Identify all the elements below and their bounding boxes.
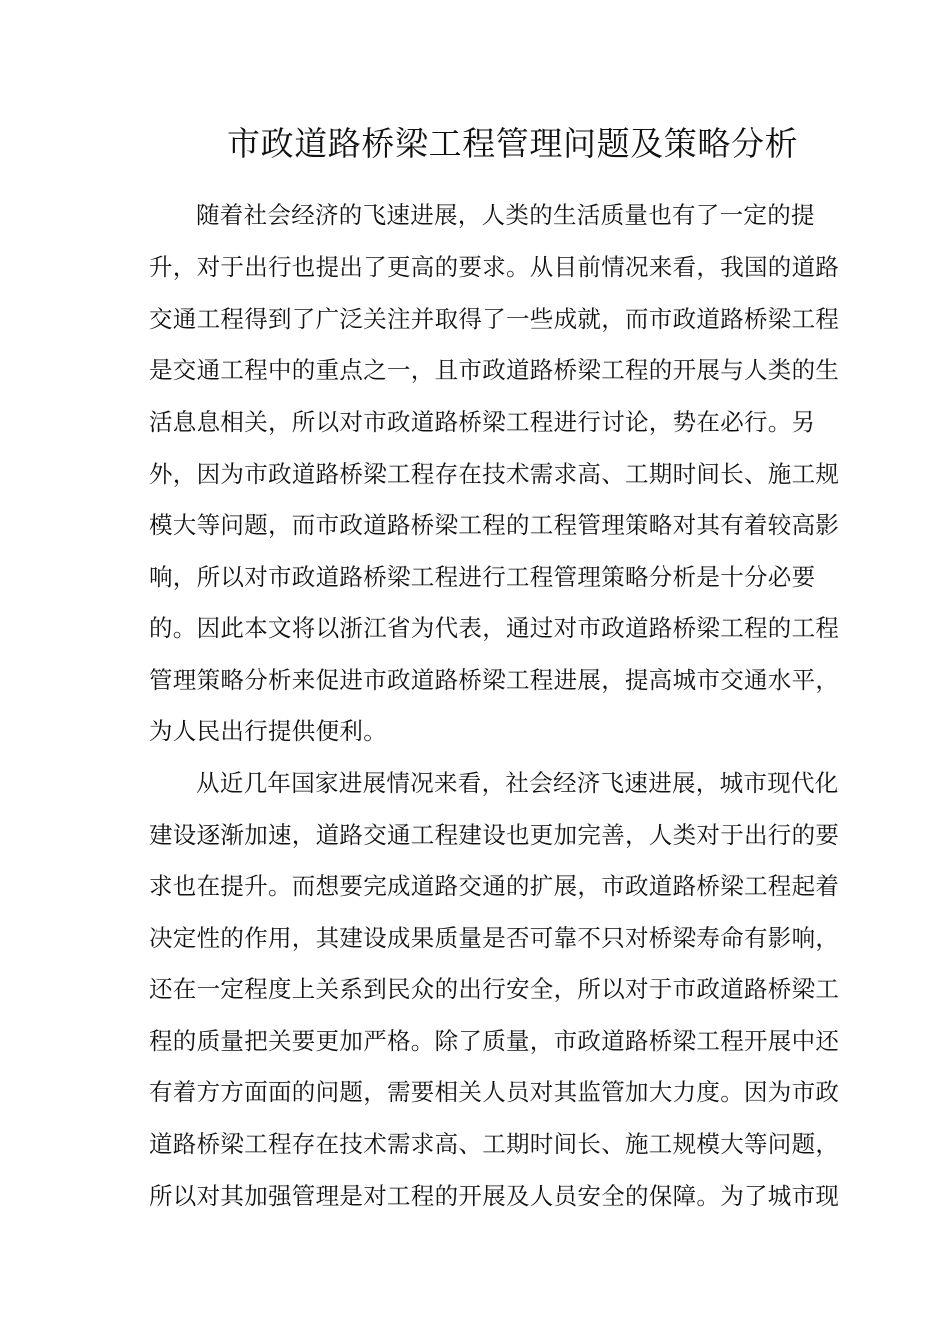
paragraph-2-line-3: 求也在提升。而想要完成道路交通的扩展，市政道路桥梁工程起着 — [149, 872, 840, 900]
paragraph-1-line-4: 是交通工程中的重点之一，且市政道路桥梁工程的开展与人类的生 — [149, 356, 840, 384]
paragraph-2-line-1: 从近几年国家进展情况来看，社会经济飞速进展，城市现代化 — [196, 769, 839, 797]
paragraph-1-line-6: 外，因为市政道路桥梁工程存在技术需求高、工期时间长、施工规 — [149, 460, 840, 488]
paragraph-2-line-6: 程的质量把关要更加严格。除了质量，市政道路桥梁工程开展中还 — [149, 1027, 840, 1055]
paragraph-1-line-3: 交通工程得到了广泛关注并取得了一些成就，而市政道路桥梁工程 — [149, 305, 840, 333]
paragraph-2-line-9: 所以对其加强管理是对工程的开展及人员安全的保障。为了城市现 — [149, 1182, 840, 1210]
paragraph-1-line-2: 升，对于出行也提出了更高的要求。从目前情况来看，我国的道路 — [149, 253, 840, 281]
paragraph-2-line-2: 建设逐渐加速，道路交通工程建设也更加完善，人类对于出行的要 — [149, 821, 840, 849]
paragraph-1-line-10: 管理策略分析来促进市政道路桥梁工程进展，提高城市交通水平， — [149, 666, 840, 694]
paragraph-2-line-5: 还在一定程度上关系到民众的出行安全，所以对于市政道路桥梁工 — [149, 975, 840, 1003]
paragraph-2-line-4: 决定性的作用，其建设成果质量是否可靠不只对桥梁寿命有影响， — [149, 924, 840, 952]
paragraph-1-line-7: 模大等问题，而市政道路桥梁工程的工程管理策略对其有着较高影 — [149, 511, 840, 539]
document-title: 市政道路桥梁工程管理问题及策略分析 — [227, 124, 799, 163]
paragraph-1-line-9: 的。因此本文将以浙江省为代表，通过对市政道路桥梁工程的工程 — [149, 614, 840, 642]
paragraph-1-line-1: 随着社会经济的飞速进展，人类的生活质量也有了一定的提 — [196, 201, 815, 229]
paragraph-1-line-11: 为人民出行提供便利。 — [149, 717, 387, 745]
paragraph-1-line-8: 响，所以对市政道路桥梁工程进行工程管理策略分析是十分必要 — [149, 563, 816, 591]
paragraph-2-line-8: 道路桥梁工程存在技术需求高、工期时间长、施工规模大等问题， — [149, 1130, 840, 1158]
paragraph-1-line-5: 活息息相关，所以对市政道路桥梁工程进行讨论，势在必行。另 — [149, 408, 816, 436]
paragraph-2-line-7: 有着方方面面的问题，需要相关人员对其监管加大力度。因为市政 — [149, 1078, 840, 1106]
